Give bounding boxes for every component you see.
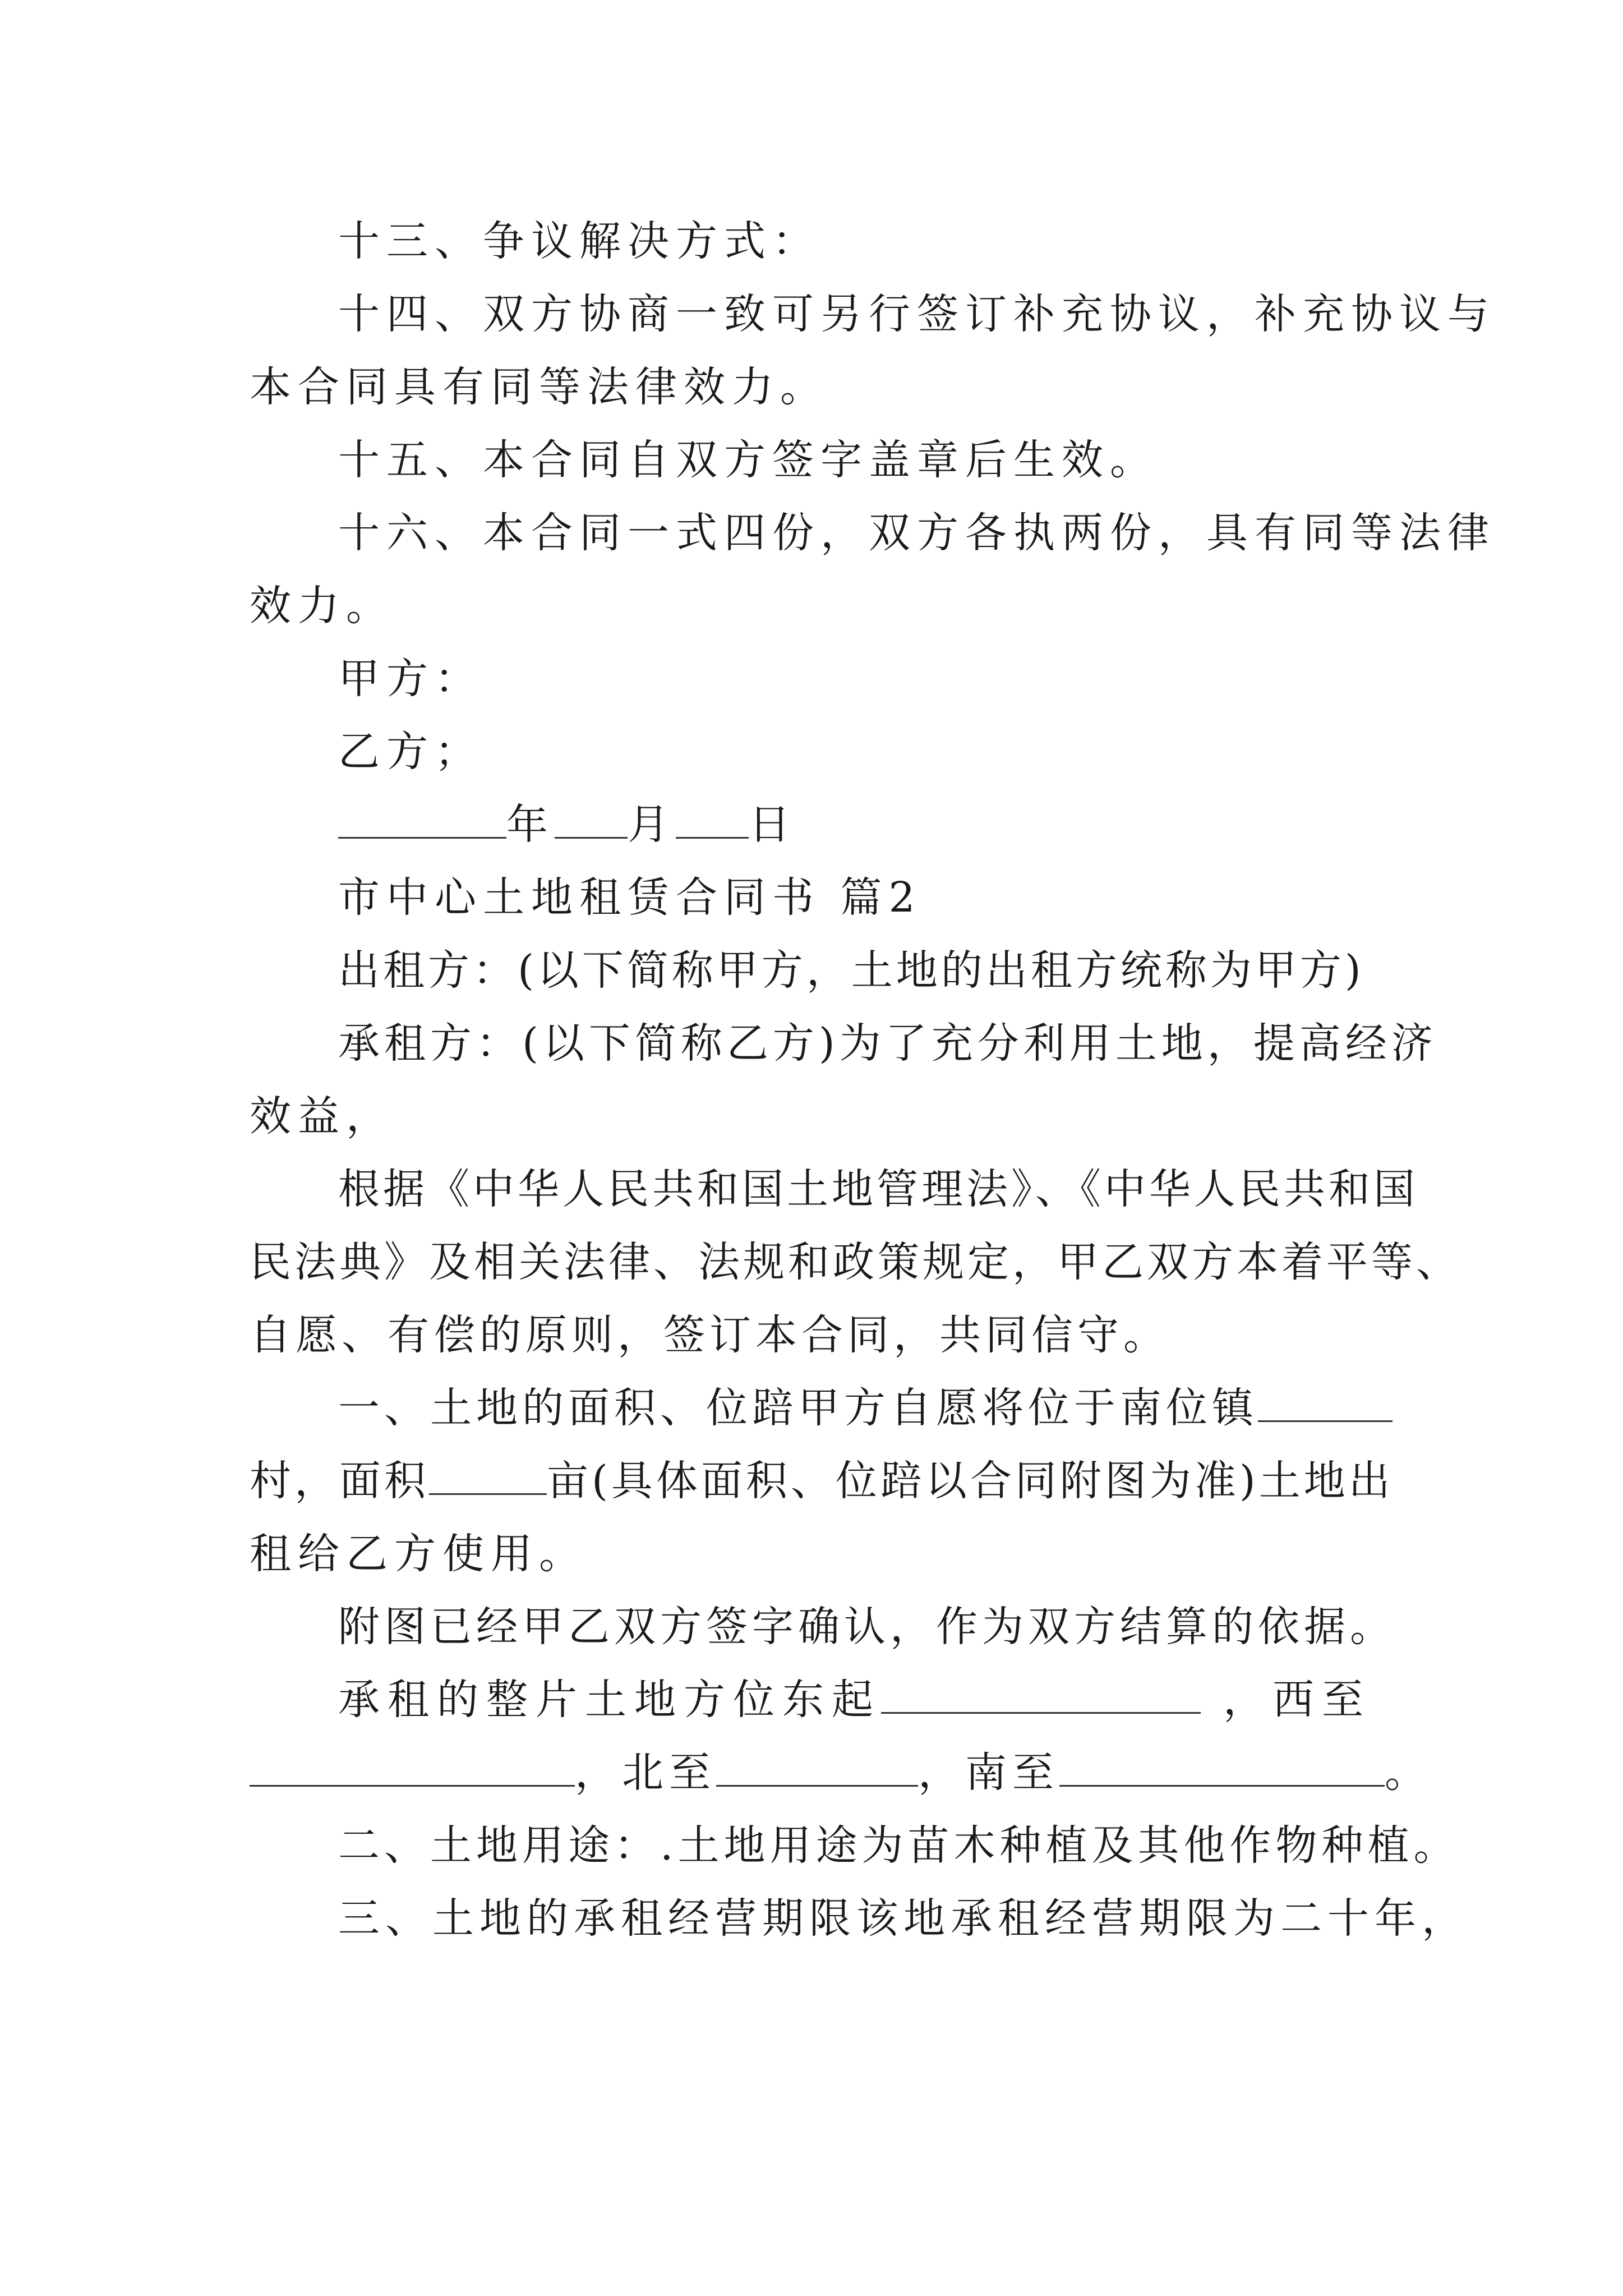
clause-14-line2: 本合同具有同等法律效力。 (250, 363, 828, 411)
area-line1 (250, 1380, 1388, 1436)
area-line2 (250, 1453, 1394, 1509)
month-blank (555, 798, 628, 839)
north-blank (716, 1746, 918, 1787)
boundary-north-label: ，北至 (575, 1749, 716, 1797)
lessee-line2: 效益， (250, 1092, 394, 1140)
clause-13: 十三、争议解决方式： (338, 217, 820, 265)
year-label: 年 (506, 800, 555, 849)
land-use-line: 二、土地用途：.土地用途为苗木种植及其他作物种植。 (338, 1821, 1460, 1870)
party-a-label: 甲方： (338, 655, 483, 703)
east-blank (881, 1673, 1201, 1714)
map-confirm-line: 附图已经甲乙双方签字确认，作为双方结算的依据。 (338, 1603, 1396, 1651)
west-blank (250, 1746, 575, 1787)
date-line (250, 797, 1388, 853)
boundary-line2 (250, 1745, 1432, 1801)
area-blank (429, 1454, 547, 1495)
month-label: 月 (628, 800, 676, 849)
clause-16-line2: 效力。 (250, 582, 394, 630)
lessee-line1: 承租方：(以下简称乙方)为了充分利用土地，提高经济 (338, 1019, 1437, 1068)
clause-16-line1: 十六、本合同一式四份，双方各执两份，具有同等法律 (338, 509, 1496, 557)
clause-15: 十五、本合同自双方签字盖章后生效。 (338, 436, 1158, 484)
boundary-end: 。 (1385, 1749, 1432, 1797)
village-blank (1258, 1381, 1393, 1422)
basis-line1: 根据《中华人民共和国土地管理法》、《中华人民共和国 (338, 1165, 1418, 1213)
area-village: 村，面积 (250, 1457, 429, 1505)
basis-line3: 自愿、有偿的原则，签订本合同，共同信守。 (250, 1311, 1169, 1359)
area-line3: 租给乙方使用。 (250, 1530, 587, 1578)
south-blank (1059, 1746, 1385, 1787)
party-b-label: 乙方； (338, 728, 483, 776)
year-blank (338, 798, 506, 839)
basis-line2: 民法典》及相关法律、法规和政策规定，甲乙双方本着平等、 (250, 1238, 1461, 1286)
document-page (250, 0, 1496, 2296)
area-text: 一、土地的面积、位踣甲方自愿将位于南位镇 (338, 1384, 1258, 1432)
lessor-line: 出租方：(以下简称甲方，土地的出租方统称为甲方) (338, 946, 1364, 995)
section-title-2: 市中心土地租赁合同书 篇2 (338, 873, 922, 922)
clause-14-line1: 十四、双方协商一致可另行签订补充协议，补充协议与 (338, 290, 1496, 338)
boundary-south-label: ，南至 (918, 1749, 1059, 1797)
day-label: 日 (749, 800, 797, 849)
boundary-east-label: 承租的整片土地方位东起 (338, 1676, 881, 1724)
area-detail: 亩(具体面积、位踣以合同附图为准)土地出 (547, 1457, 1394, 1505)
day-blank (676, 798, 749, 839)
lease-term-line: 三、土地的承租经营期限该地承租经营期限为二十年， (338, 1894, 1469, 1943)
boundary-west-label: ，西至 (1223, 1676, 1371, 1724)
boundary-line1 (250, 1672, 1388, 1728)
